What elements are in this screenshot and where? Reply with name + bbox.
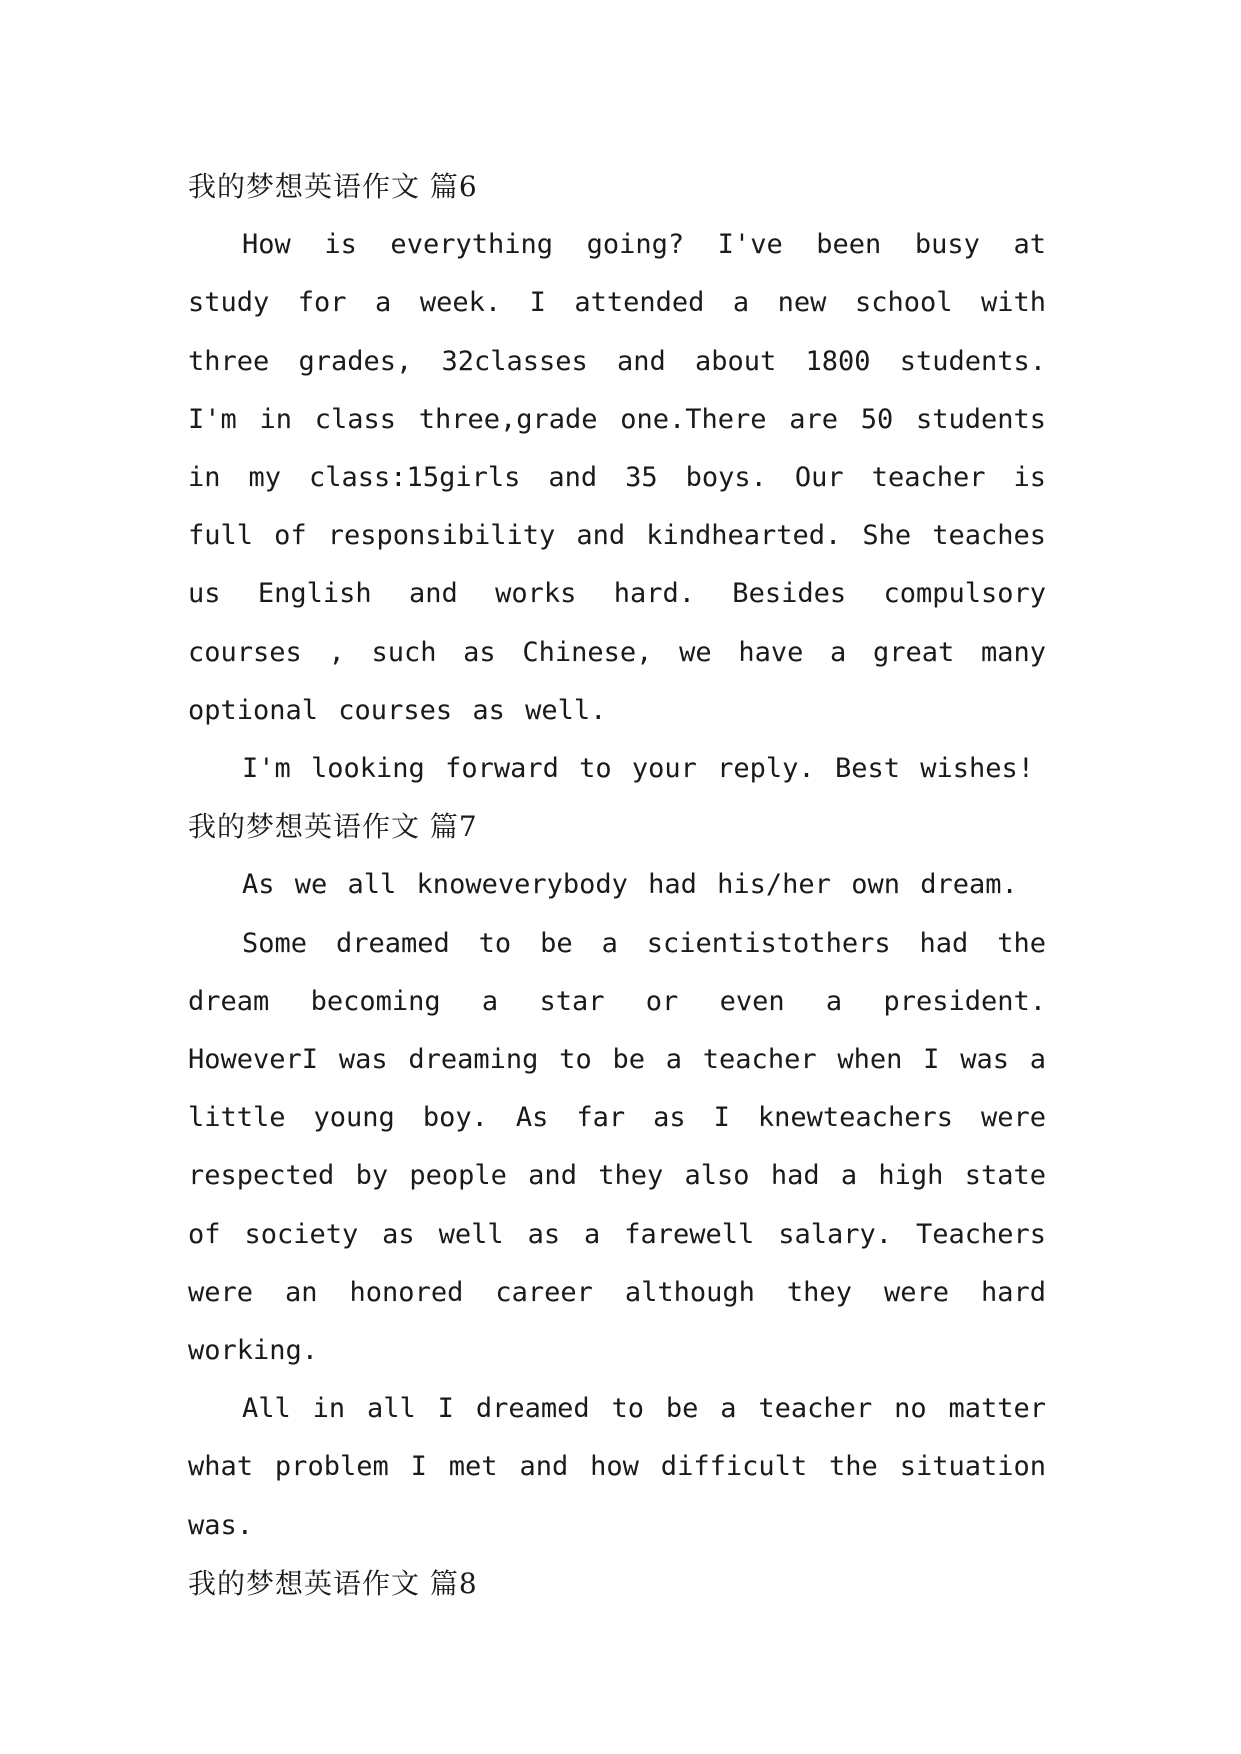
paragraph: All in all I dreamed to be a teacher no matter what problem I met and how difficult the situation was. xyxy=(188,1393,1046,1541)
section-heading: 我的梦想英语作文 篇6 xyxy=(188,170,478,203)
paragraph: I'm looking forward to your reply. Best wishes! xyxy=(242,753,1035,785)
paragraph: Some dreamed to be a scientistothers had the dream becoming a star or even a president. HoweverI was dreaming to be a teacher when I was a little young boy. As far as I knewteachers were respected by people and they also had a high state of society as well as a farewell salary. Teachers were an honored career although they were hard working. xyxy=(188,927,1046,1367)
document-body xyxy=(188,158,1046,1613)
paragraph: As we all knoweverybody had his/her own dream. xyxy=(242,869,1018,901)
section-heading: 我的梦想英语作文 篇7 xyxy=(188,810,478,844)
paragraph: How is everything going? I've been busy at study for a week. I attended a new school with three grades, 32classes and about 1800 students. I'm in class three,grade one.There are 50 students in my class:15girls and 35 boys. Our teacher is full of responsibility and kindhearted. She teaches us English and works hard. Besides compulsory courses , such as Chinese, we have a great many optional courses as well. xyxy=(188,229,1046,726)
section-heading: 我的梦想英语作文 篇8 xyxy=(188,1566,478,1600)
